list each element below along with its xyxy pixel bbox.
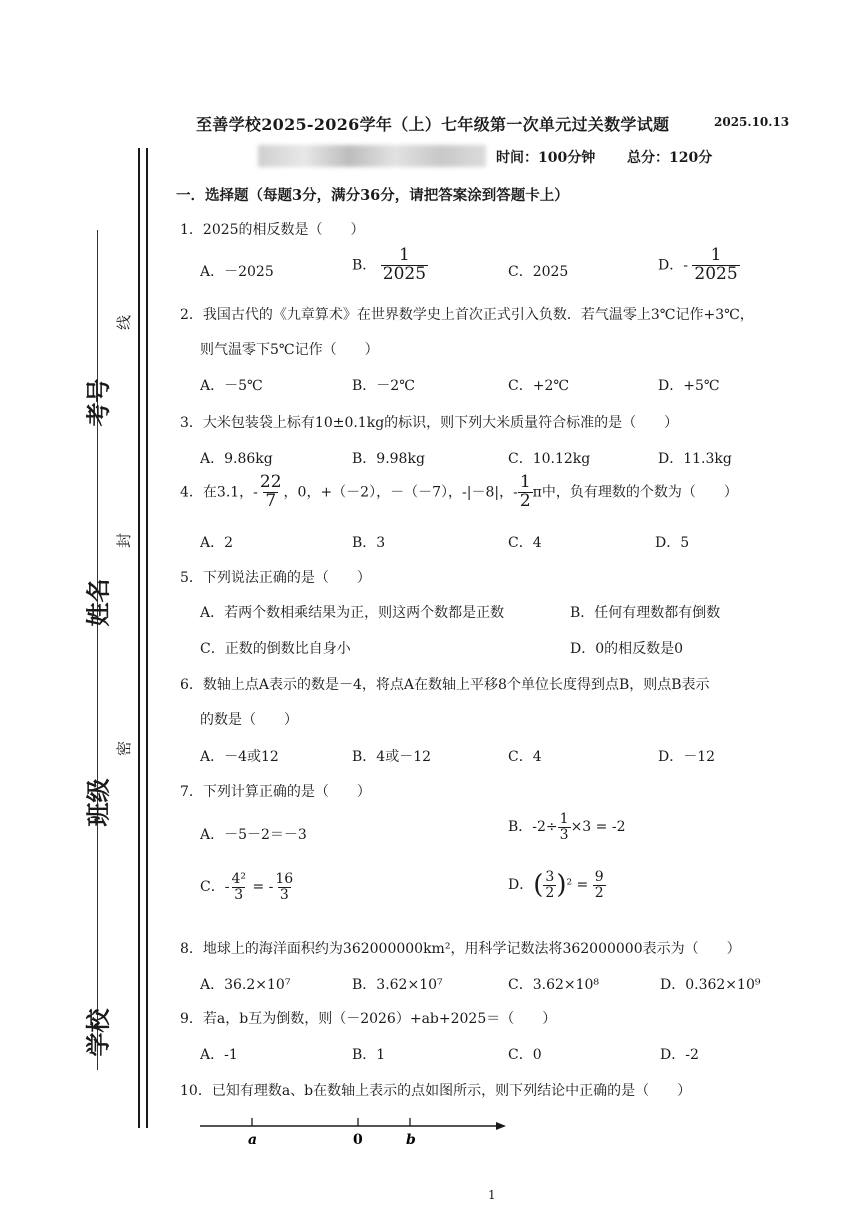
q2-stem-line2: 则气温零下5℃记作（ ） (200, 342, 379, 358)
q7-b-pre: B．-2÷ (508, 819, 558, 836)
q2-option-b: B．－2℃ (352, 378, 415, 394)
q7-b-den: 3 (559, 826, 569, 843)
q4-post: π中，负有理数的个数为（ ） (532, 484, 738, 501)
q2-stem-line1: 2．我国古代的《九章算术》在世界数学史上首次正式引入负数．若气温零上3℃记作+3℃， (180, 307, 754, 323)
q1-option-a: A．－2025 (200, 264, 274, 280)
redacted-info (258, 145, 486, 167)
q1-b-den: 2025 (382, 263, 427, 284)
q6-option-d: D．－12 (658, 749, 716, 765)
q4-num-1: 22 (259, 472, 282, 492)
q6-stem-line2: 的数是（ ） (200, 712, 298, 728)
q7-c-num-1: 4² (231, 871, 246, 887)
section-heading: 一．选择题（每题3分，满分36分，请把答案涂到答题卡上） (176, 187, 569, 204)
q3-option-d: D．11.3kg (658, 451, 732, 467)
q7-d-num-2: 9 (594, 869, 604, 885)
binding-xian: 线 (115, 314, 134, 331)
q7-b-fraction (558, 812, 571, 842)
label-banji: 班级 (83, 778, 113, 827)
q4-mid: ，0，+（－2），－（－7），-|－8|，- (283, 484, 518, 501)
q7-c-fraction-2 (273, 872, 295, 902)
q7-c-fraction-1 (229, 872, 248, 902)
q8-option-b: B．3.62×10⁷ (352, 977, 443, 993)
q2-option-d: D．+5℃ (658, 378, 720, 394)
q6-option-a: A．－4或12 (200, 749, 279, 765)
q1-d-fraction (692, 247, 739, 284)
q8-option-c: C．3.62×10⁸ (508, 977, 600, 993)
q1-d-den: 2025 (694, 263, 738, 284)
q7-d-pre: D． (508, 877, 534, 894)
q4-option-c: C．4 (508, 535, 542, 551)
label-b: b (406, 1132, 416, 1148)
label-zero: 0 (353, 1132, 363, 1148)
q7-c-den-2: 3 (279, 886, 289, 903)
q1-option-c: C．2025 (508, 264, 569, 280)
q6-option-b: B．4或－12 (352, 749, 432, 765)
q7-c-num-2: 16 (275, 871, 294, 887)
q4-fraction-1 (258, 474, 284, 511)
exam-total: 总分：120分 (627, 150, 713, 166)
binding-mi: 密 (115, 740, 134, 757)
q4-stem (180, 474, 738, 511)
q1-option-b (352, 247, 428, 284)
q7-c-mid: = - (252, 879, 274, 896)
q5-stem: 5．下列说法正确的是（ ） (180, 570, 371, 586)
q9-option-b: B．1 (352, 1047, 386, 1063)
q1-option-d (658, 247, 740, 284)
binding-feng: 封 (115, 532, 134, 549)
q4-fraction-2 (518, 474, 533, 511)
q10-stem: 10．已知有理数a、b在数轴上表示的点如图所示，则下列结论中正确的是（ ） (180, 1083, 692, 1099)
q4-option-b: B．3 (352, 535, 386, 551)
label-xuexiao: 学校 (83, 1008, 113, 1057)
q1-d-num: 1 (710, 245, 722, 265)
q4-pre: 4．在3.1，- (180, 484, 258, 501)
q7-c-den-1: 3 (234, 886, 244, 903)
q1-b-label: B． (352, 257, 377, 274)
q7-option-c (200, 872, 295, 902)
q9-option-c: C．0 (508, 1047, 542, 1063)
q3-stem: 3．大米包装袋上标有10±0.1kg的标识，则下列大米质量符合标准的是（ ） (180, 415, 679, 431)
q7-b-post: ×3 = -2 (570, 819, 626, 836)
q3-option-b: B．9.98kg (352, 451, 425, 467)
q3-option-c: C．10.12kg (508, 451, 591, 467)
q8-option-d: D．0.362×10⁹ (660, 977, 761, 993)
q7-option-b (508, 812, 625, 842)
q4-option-d: D．5 (655, 535, 690, 551)
exam-title: 至善学校2025-2026学年（上）七年级第一次单元过关数学试题 (196, 115, 670, 134)
q7-d-den-1: 2 (545, 884, 555, 901)
binding-line-outer (138, 148, 140, 1128)
q7-stem: 7．下列计算正确的是（ ） (180, 784, 371, 800)
page-number: 1 (488, 1188, 496, 1202)
q1-d-label: D．- (658, 257, 688, 274)
q9-option-d: D．-2 (660, 1047, 699, 1063)
q5-option-d: D．0的相反数是0 (570, 641, 684, 657)
q7-d-fraction-1 (543, 870, 556, 900)
q7-d-den-2: 2 (594, 884, 604, 901)
q4-option-a: A．2 (200, 535, 234, 551)
q9-option-a: A．-1 (200, 1047, 238, 1063)
q6-stem-line1: 6．数轴上点A表示的数是－4，将点A在数轴上平移8个单位长度得到点B，则点B表示 (180, 677, 710, 693)
q3-option-a: A．9.86kg (200, 451, 273, 467)
q9-stem: 9．若a，b互为倒数，则（－2026）+ab+2025＝（ ） (180, 1011, 557, 1027)
label-xingming: 姓名 (83, 578, 113, 627)
q8-option-a: A．36.2×10⁷ (200, 977, 291, 993)
q8-stem: 8．地球上的海洋面积约为362000000km²，用科学记数法将362000000表示为（ ） (180, 941, 741, 957)
q2-option-c: C．+2℃ (508, 378, 570, 394)
q7-c-pre: C．- (200, 879, 230, 896)
q7-d-num-1: 3 (545, 869, 555, 885)
number-line-arrow (496, 1122, 506, 1130)
q7-d-mid: ² = (566, 877, 589, 894)
exam-time: 时间：100分钟 (496, 150, 596, 166)
q5-option-c: C．正数的倒数比自身小 (200, 641, 351, 657)
q6-option-c: C．4 (508, 749, 542, 765)
exam-date: 2025.10.13 (714, 115, 790, 129)
q4-den-1: 7 (265, 490, 277, 511)
q4-num-2: 1 (519, 472, 531, 492)
q10-number-line (196, 1112, 516, 1152)
q1-b-fraction (381, 247, 428, 284)
label-a: a (248, 1132, 258, 1148)
q4-den-2: 2 (519, 490, 531, 511)
binding-fill-line (97, 230, 98, 1070)
binding-line-inner (146, 148, 148, 1128)
q1-stem: 1．2025的相反数是（ ） (180, 222, 365, 238)
q1-b-num: 1 (398, 245, 410, 265)
q7-option-a: A．－5－2＝－3 (200, 827, 307, 843)
label-kaohao: 考号 (83, 378, 113, 427)
q5-option-b: B．任何有理数都有倒数 (570, 605, 721, 621)
q5-option-a: A．若两个数相乘结果为正，则这两个数都是正数 (200, 605, 505, 621)
q7-b-num: 1 (559, 811, 569, 827)
q7-option-d: D．( $\frac{3}{2}$ )² = $\frac{9}{2}$ (508, 869, 604, 901)
q7-d-fraction-2 (593, 870, 606, 900)
q2-option-a: A．－5℃ (200, 378, 263, 394)
